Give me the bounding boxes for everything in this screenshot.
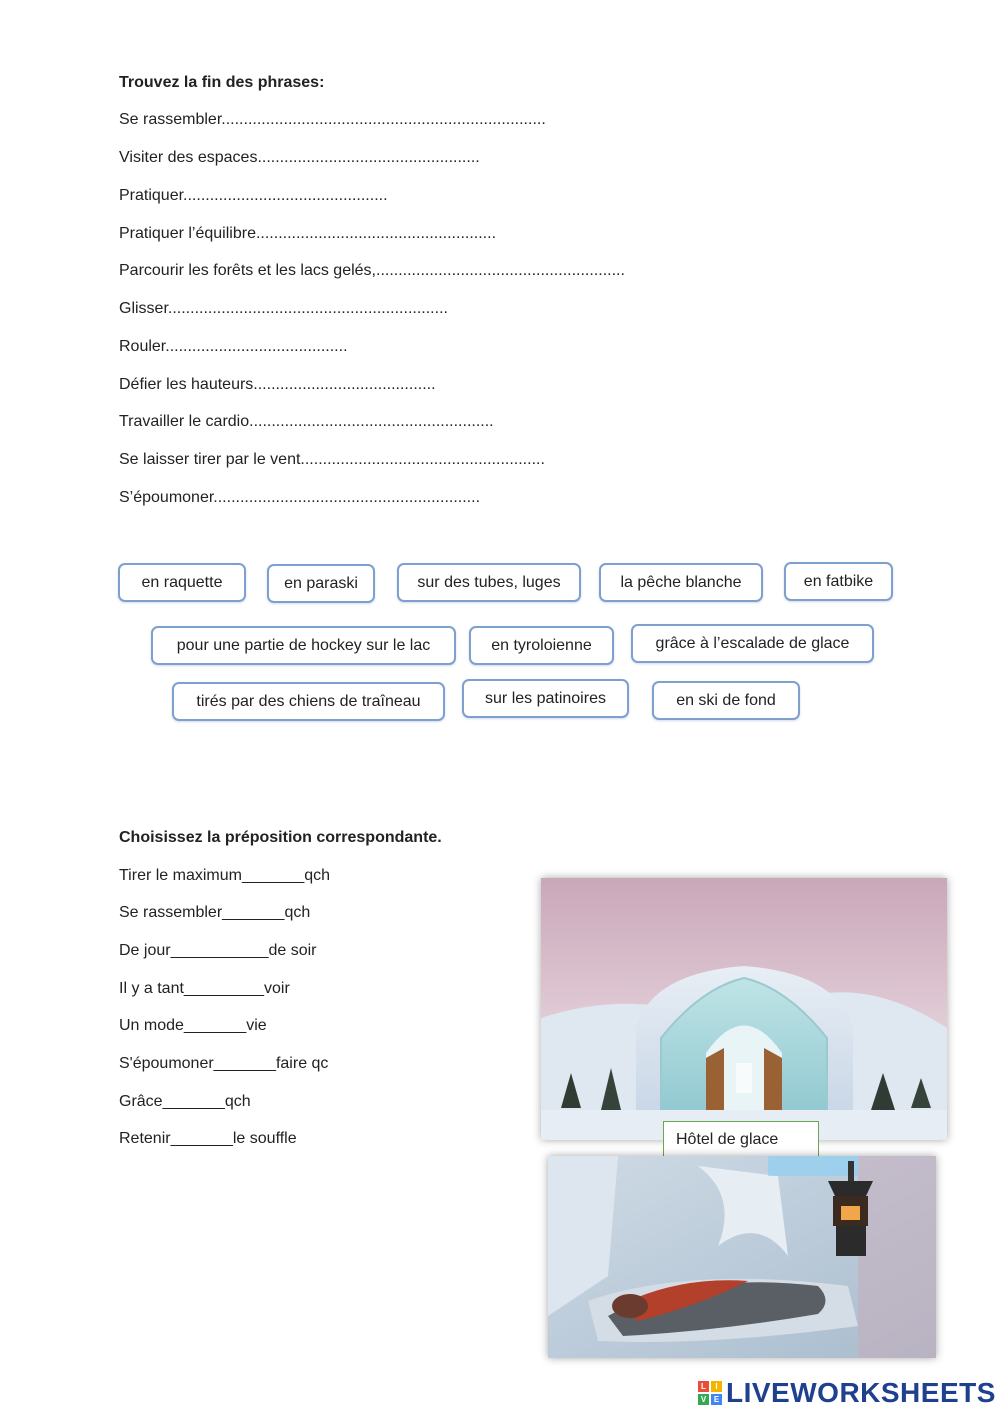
preposition-line: Il y a tant_________voir: [119, 980, 290, 997]
answer-chip-patinoires[interactable]: sur les patinoires: [462, 679, 629, 718]
preposition-line: Se rassembler_______qch: [119, 904, 311, 921]
preposition-line: Grâce_______qch: [119, 1093, 251, 1110]
preposition-line: Tirer le maximum_______qch: [119, 867, 331, 884]
answer-chip-en-raquette[interactable]: en raquette: [118, 563, 246, 602]
sentence-line: Parcourir les forêts et les lacs gelés,........................................................: [119, 262, 625, 279]
answer-chip-ski-de-fond[interactable]: en ski de fond: [652, 681, 800, 720]
sentence-line: Défier les hauteurs.........................................: [119, 376, 436, 393]
sentence-line: Pratiquer..............................................: [119, 187, 388, 204]
ice-hotel-exterior-photo: [541, 878, 947, 1140]
answer-chip-la-peche-blanche[interactable]: la pêche blanche: [599, 563, 763, 602]
logo-text: LIVEWORKSHEETS: [726, 1377, 996, 1408]
sentence-line: Pratiquer l’équilibre......................................................: [119, 225, 497, 242]
answer-chip-en-tyroloienne[interactable]: en tyroloienne: [469, 626, 614, 665]
preposition-line: Un mode_______vie: [119, 1017, 267, 1034]
photo-caption: Hôtel de glace: [663, 1121, 819, 1159]
sentence-line: S’époumoner............................................................: [119, 489, 481, 506]
sentence-line: Se laisser tirer par le vent.......................................................: [119, 451, 545, 468]
answer-chip-hockey[interactable]: pour une partie de hockey sur le lac: [151, 626, 456, 665]
answer-chip-chiens-traineau[interactable]: tirés par des chiens de traîneau: [172, 682, 445, 721]
answer-chip-sur-des-tubes[interactable]: sur des tubes, luges: [397, 563, 581, 602]
preposition-line: S'époumoner_______faire qc: [119, 1055, 329, 1072]
section2-heading: Choisissez la préposition correspondante.: [119, 829, 442, 846]
sentence-line: Visiter des espaces..................................................: [119, 149, 480, 166]
sentence-line: Travailler le cardio.......................................................: [119, 413, 494, 430]
liveworksheets-logo: [698, 1377, 996, 1409]
sentence-line: Rouler.........................................: [119, 338, 348, 355]
section1-heading: Trouvez la fin des phrases:: [119, 74, 325, 91]
logo-icon: L I V E: [698, 1381, 722, 1405]
preposition-line: De jour___________de soir: [119, 942, 317, 959]
sentence-line: Se rassembler.........................................................................: [119, 111, 546, 128]
sentence-line: Glisser...............................................................: [119, 300, 448, 317]
answer-chip-en-paraski[interactable]: en paraski: [267, 564, 375, 603]
answer-chip-escalade[interactable]: grâce à l’escalade de glace: [631, 624, 874, 663]
answer-chip-en-fatbike[interactable]: en fatbike: [784, 562, 893, 601]
preposition-line: Retenir_______le souffle: [119, 1130, 297, 1147]
ice-hotel-interior-photo: [548, 1156, 936, 1358]
